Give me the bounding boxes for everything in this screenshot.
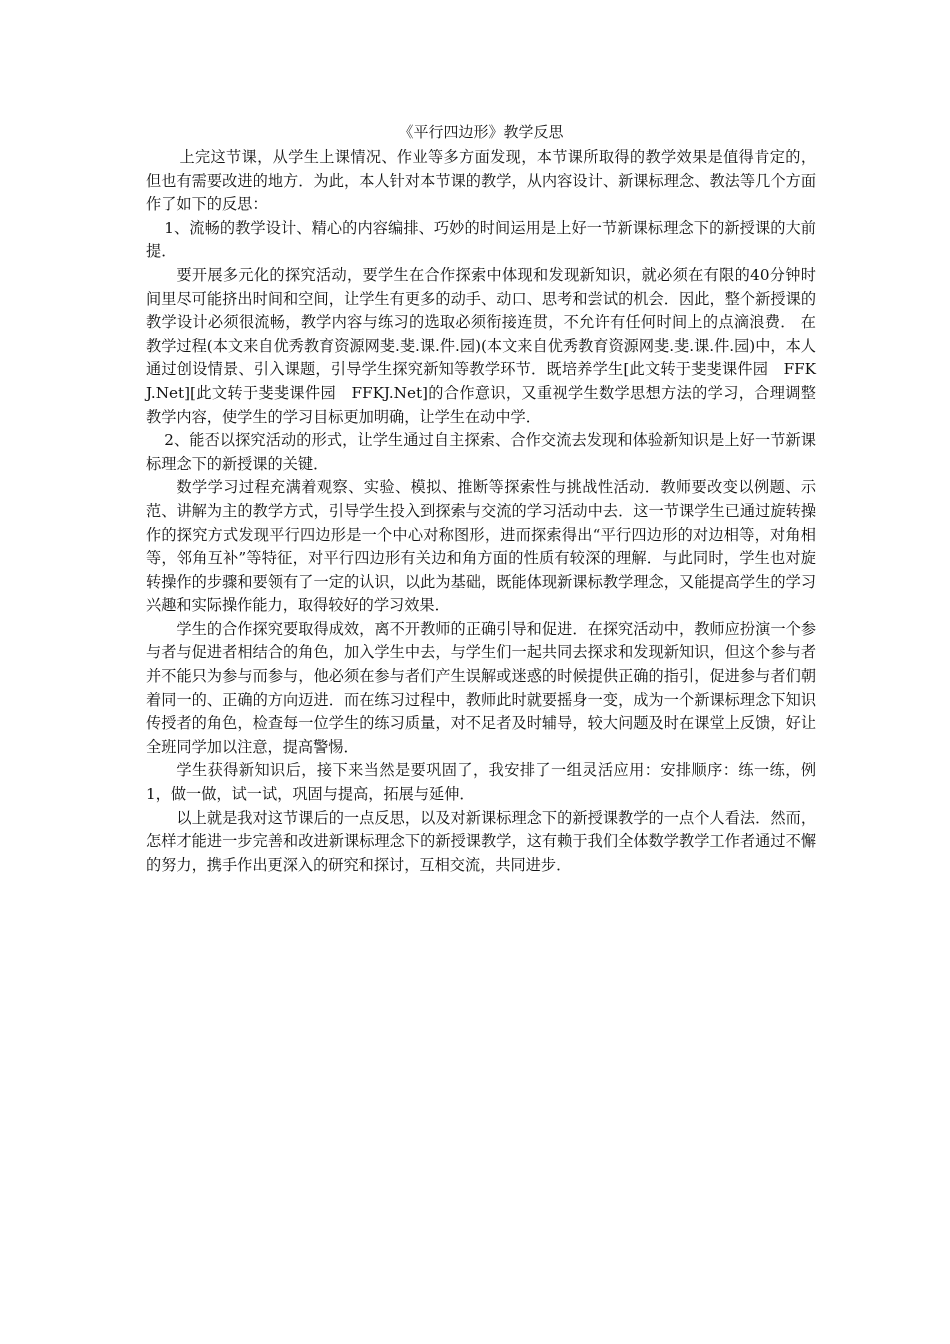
paragraph-body-2: 数学学习过程充满着观察、实验、模拟、推断等探索性与挑战性活动．教师要改变以例题、示范、讲解为主的教学方式，引导学生投入到探索与交流的学习活动中去．这一节课学生已通过旋转操作的探究方式发现平行四边形是一个中心对称图形，进而探索得出“平行四边形的对边相等，对角相等，邻角互补”等特征，对平行四边形有关边和角方面的性质有较深的理解．与此同时，学生也对旋转操作的步骤和要领有了一定的认识，以此为基础，既能体现新课标教学理念，又能提高学生的学习兴趣和实际操作能力，取得较好的学习效果．	[146, 478, 816, 615]
paragraph-body-1: 要开展多元化的探究活动，要学生在合作探索中体现和发现新知识，就必须在有限的40分钟时间里尽可能挤出时间和空间，让学生有更多的动手、动口、思考和尝试的机会．因此，整个新授课的教学设计必须很流畅，教学内容与练习的选取必须衔接连贯，不允许有任何时间上的点滴浪费． 在教学过程(本文来自优秀教育资源网斐.斐.课.件.园)(本文来自优秀教育资源网斐.斐.课.件.园)中，本人通过创设情景、引入课题，引导学生探究新知等教学环节．既培养学生[此文转于斐斐课件园 FFKJ.Net][此文转于斐斐课件园 FFKJ.Net]的合作意识，又重视学生数学思想方法的学习，合理调整教学内容，使学生的学习目标更加明确，让学生在动中学．	[146, 265, 816, 426]
document-page	[146, 120, 816, 877]
paragraph-intro: 上完这节课，从学生上课情况、作业等多方面发现，本节课所取得的教学效果是值得肯定的，但也有需要改进的地方．为此，本人针对本节课的教学，从内容设计、新课标理念、教法等几个方面作了如下的反思：	[146, 148, 816, 214]
paragraph-conclusion: 以上就是我对这节课后的一点反思，以及对新课标理念下的新授课教学的一点个人看法．然而，怎样才能进一步完善和改进新课标理念下的新授课教学，这有赖于我们全体数学教学工作者通过不懈的努力，携手作出更深入的研究和探讨，互相交流，共同进步．	[146, 808, 816, 874]
paragraph-point-1: 1、流畅的教学设计、精心的内容编排、巧妙的时间运用是上好一节新课标理念下的新授课的大前提．	[146, 218, 816, 261]
paragraph-body-4: 学生获得新知识后，接下来当然是要巩固了，我安排了一组灵活应用：安排顺序：练一练，例1，做一做，试一试，巩固与提高，拓展与延伸．	[146, 761, 816, 804]
paragraph-body-3: 学生的合作探究要取得成效，离不开教师的正确引导和促进．在探究活动中，教师应扮演一个参与者与促进者相结合的角色，加入学生中去，与学生们一起共同去探求和发现新知识，但这个参与者并不能只为参与而参与，他必须在参与者们产生误解或迷惑的时候提供正确的指引，促进参与者们朝着同一的、正确的方向迈进．而在练习过程中，教师此时就要摇身一变，成为一个新课标理念下知识传授者的角色，检查每一位学生的练习质量，对不足者及时辅导，较大问题及时在课堂上反馈，好让全班同学加以注意，提高警惕．	[146, 619, 816, 756]
paragraph-point-2: 2、能否以探究活动的形式，让学生通过自主探索、合作交流去发现和体验新知识是上好一节新课标理念下的新授课的关键．	[146, 431, 816, 473]
document-title: 《平行四边形》教学反思	[398, 123, 564, 141]
